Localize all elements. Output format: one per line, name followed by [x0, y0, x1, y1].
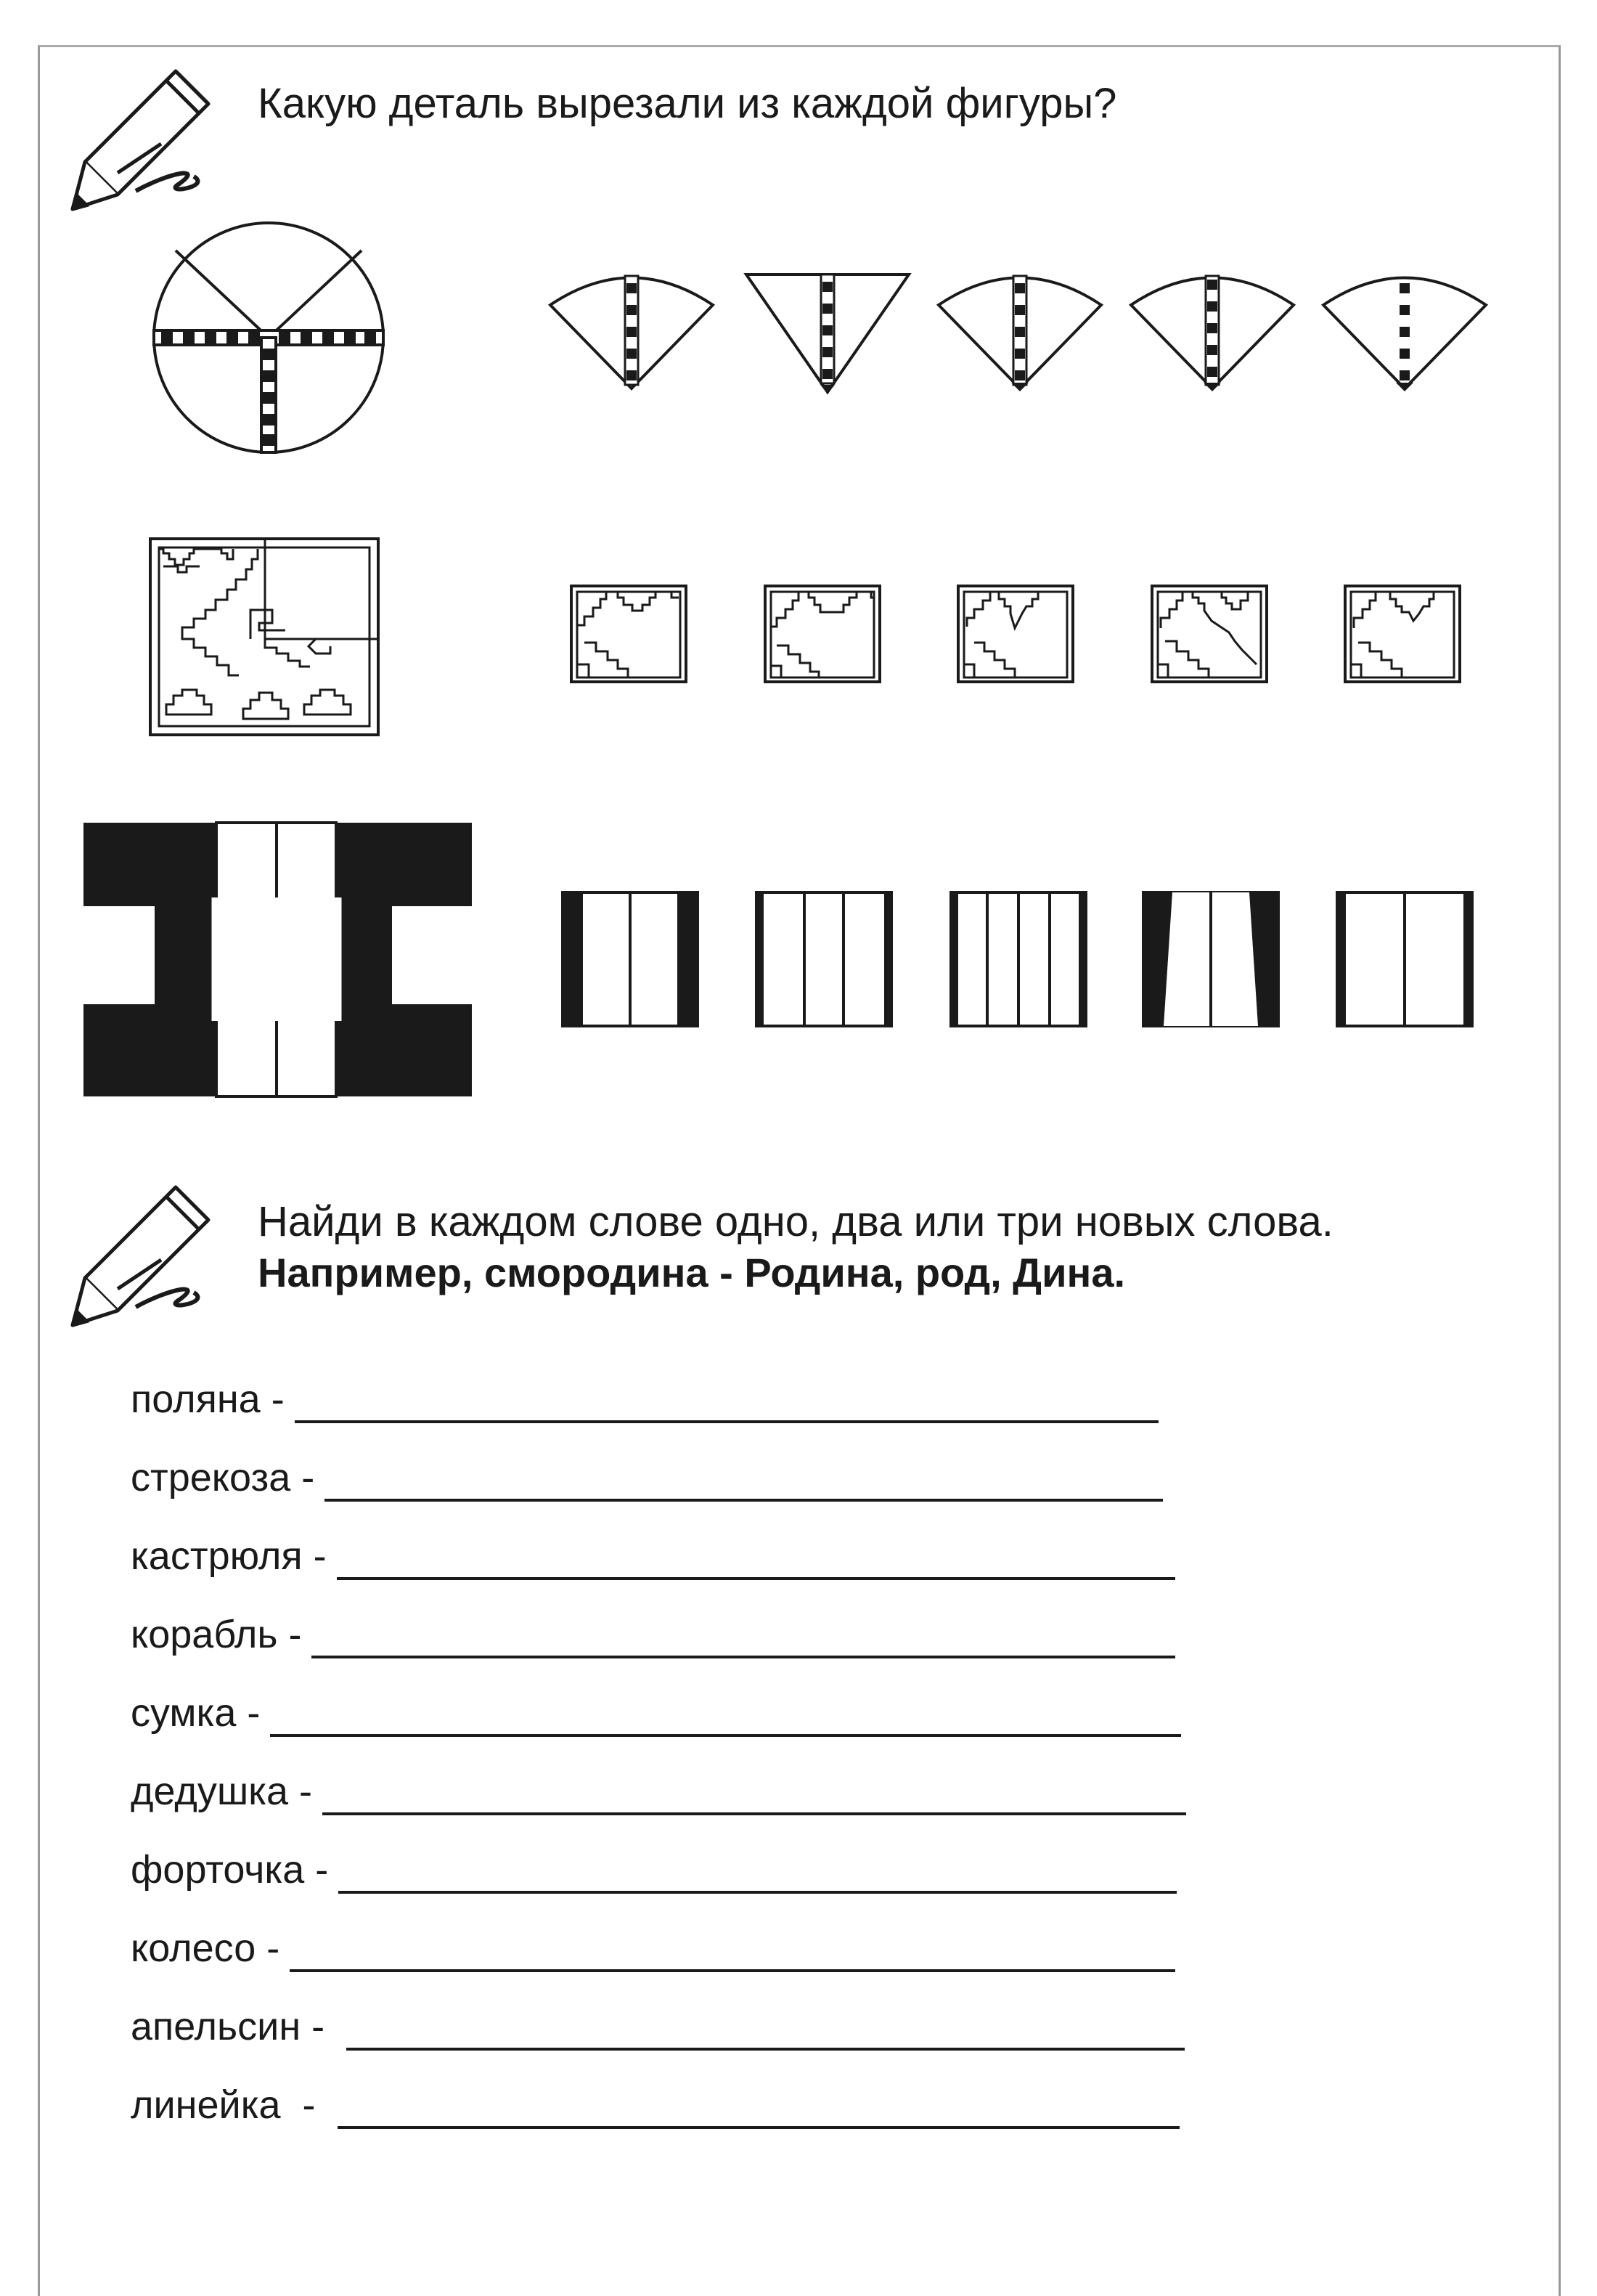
answer-line[interactable]: [346, 2048, 1185, 2051]
word-label: дедушка -: [131, 1770, 313, 1813]
word-row: [131, 1586, 1175, 1658]
square-option-1[interactable]: [570, 585, 690, 686]
stripe-option-1[interactable]: [561, 891, 699, 1027]
pencil-icon: [67, 1180, 219, 1332]
word-label: стрекоза -: [131, 1456, 315, 1499]
word-label: апельсин -: [131, 2005, 325, 2048]
answer-line[interactable]: [270, 1734, 1181, 1737]
stripe-option-5[interactable]: [1336, 891, 1474, 1027]
stripe-option-2[interactable]: [755, 891, 893, 1027]
answer-line[interactable]: [311, 1656, 1175, 1658]
square-option-4[interactable]: [1151, 585, 1270, 686]
answer-line[interactable]: [324, 1499, 1163, 1502]
answer-line[interactable]: [338, 2126, 1180, 2129]
word-row: [131, 1821, 1177, 1894]
task2-example: Например, смородина - Родина, род, Дина.: [258, 1250, 1126, 1295]
black-h-figure: [83, 823, 472, 1096]
task1-title: Какую деталь вырезали из каждой фигуры?: [258, 80, 1117, 127]
word-row: [131, 1664, 1181, 1737]
stripe-option-4[interactable]: [1142, 891, 1280, 1027]
answer-line[interactable]: [295, 1420, 1159, 1423]
word-row: [131, 1351, 1159, 1423]
word-row: [131, 2056, 1180, 2129]
sector-option-5[interactable]: [1318, 265, 1492, 396]
word-label: линейка -: [131, 2083, 316, 2127]
stripe-option-3[interactable]: [949, 891, 1087, 1027]
square-option-5[interactable]: [1344, 585, 1463, 686]
answer-line[interactable]: [290, 1969, 1175, 1972]
word-row: [131, 1429, 1163, 1502]
answer-line[interactable]: [338, 1891, 1177, 1894]
word-row: [131, 1978, 1185, 2051]
word-row: [131, 1743, 1186, 1815]
word-label: форточка -: [131, 1848, 329, 1892]
word-label: корабль -: [131, 1613, 302, 1656]
square-option-2[interactable]: [764, 585, 883, 686]
word-label: колесо -: [131, 1926, 280, 1970]
sector-option-4[interactable]: [1125, 265, 1299, 396]
pencil-icon: [67, 64, 219, 216]
sector-option-2[interactable]: [740, 269, 915, 399]
word-label: кастрюля -: [131, 1534, 327, 1578]
word-label: поляна -: [131, 1377, 285, 1421]
word-row: [131, 1507, 1175, 1580]
circle-figure: [145, 218, 392, 457]
answer-line[interactable]: [322, 1812, 1186, 1815]
word-label: сумка -: [131, 1691, 261, 1735]
patterned-square-figure: [149, 537, 381, 737]
task2-title: Найди в каждом слове одно, два или три новых слова.: [258, 1198, 1333, 1245]
word-row: [131, 1900, 1175, 1972]
sector-option-1[interactable]: [544, 265, 719, 396]
square-option-3[interactable]: [957, 585, 1077, 686]
answer-line[interactable]: [337, 1577, 1175, 1580]
sector-option-3[interactable]: [933, 265, 1107, 396]
